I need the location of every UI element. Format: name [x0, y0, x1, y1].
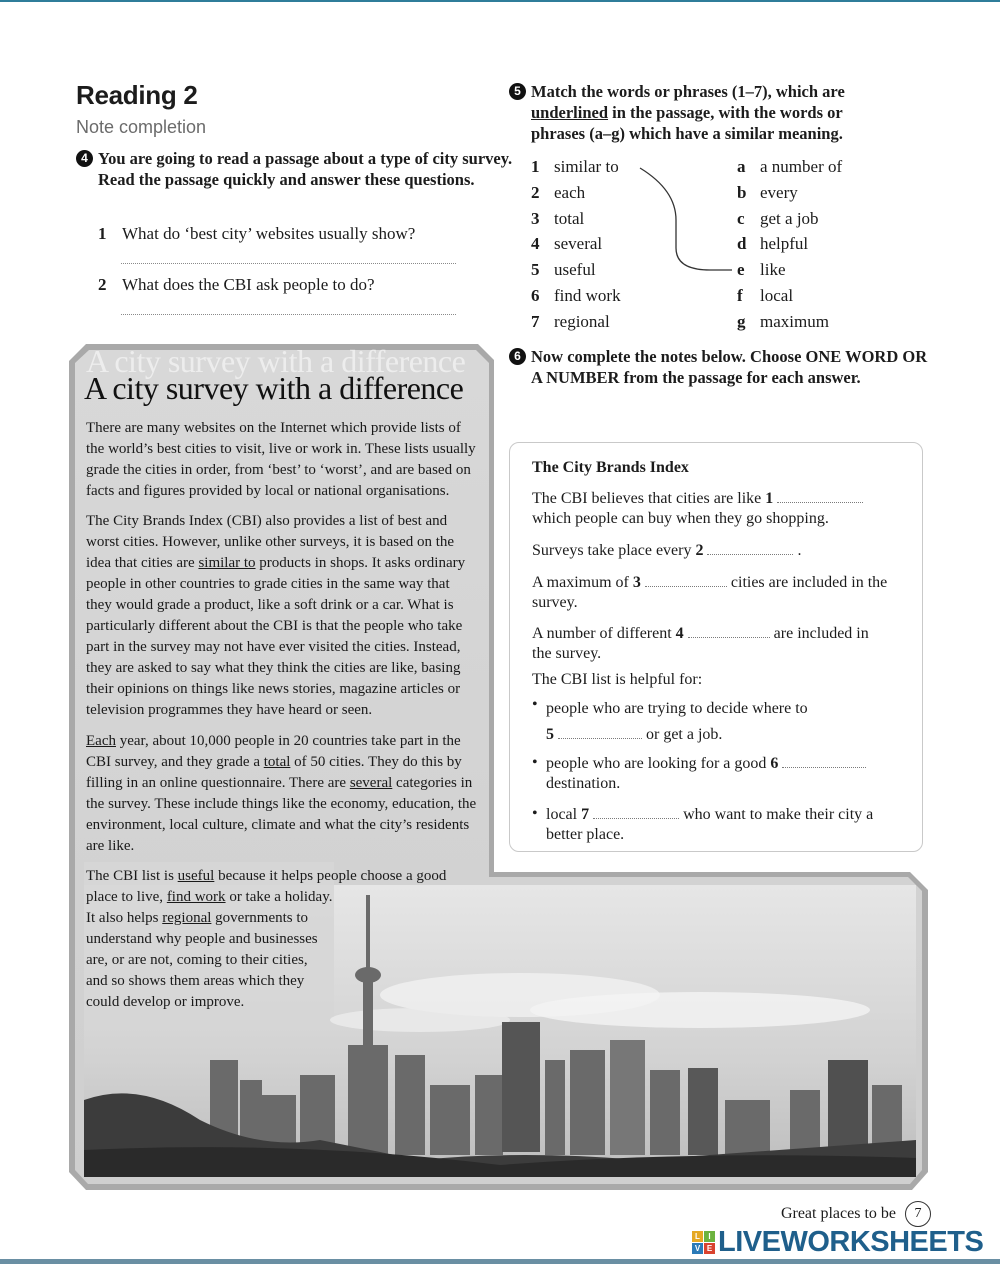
match-text: useful — [554, 260, 596, 279]
q6-instruction-block — [509, 346, 941, 388]
passage-paragraph-1 — [86, 418, 478, 502]
section-subtitle: Note completion — [76, 117, 207, 137]
match-key: g — [737, 312, 746, 331]
match-text: total — [554, 209, 585, 228]
paragraph-text: of 50 cities. They do this by filling in an online questionnaire. There are — [86, 754, 462, 791]
cloud — [530, 992, 870, 1028]
q4-number-badge: 4 — [76, 150, 93, 167]
passage-title-shadow: A city survey with a difference — [86, 343, 466, 379]
match-key: 5 — [531, 260, 540, 279]
match-text: local — [760, 286, 794, 305]
paragraph-text: The CBI list is — [86, 868, 178, 884]
paragraph-line: understand why people and businesses — [86, 931, 318, 947]
notes-text: better place. — [546, 826, 625, 843]
match-text: get a job — [760, 209, 819, 228]
q5-instruction-line: in the passage, with the words or — [608, 103, 843, 122]
paragraph-text: place to live, — [86, 889, 167, 905]
paragraph-text: products in shops. It asks ordinary people in other countries to grade cities in the same way that they would grade a product, like a soft drink or a car. What is particularly different about the CBI is that the people who take part in the survey may not have ever visited the cities. Instead, they are asked to say what they think the cities are like, basing their opinions on things like news stories, magazine articles or television programmes they have heard or seen. — [86, 555, 466, 718]
q5-instruction-line: Match the words or phrases (1–7), which are — [531, 82, 845, 101]
notes-text: are included in — [773, 625, 869, 642]
passage-title: A city survey with a difference — [84, 370, 464, 406]
q6-instruction: Now complete the notes below. Choose ONE WORD OR A NUMBER from the passage for each answer. — [531, 347, 928, 387]
gap-7-input[interactable] — [593, 806, 679, 819]
paragraph-text: governments to — [211, 910, 309, 926]
match-text: regional — [554, 312, 610, 331]
match-key: d — [737, 234, 747, 253]
notes-text: people who are trying to decide where to — [546, 700, 808, 717]
notes-text: A number of different — [532, 625, 672, 642]
q4-item-number: 1 — [98, 224, 107, 243]
notes-text: cities are included in the — [730, 574, 888, 591]
q5-number-badge: 5 — [509, 83, 526, 100]
passage-paragraph-2 — [86, 511, 478, 721]
paragraph-line: are, or are not, coming to their cities, — [86, 952, 308, 968]
gap-number-7: 7 — [581, 806, 590, 823]
underlined-word-useful: useful — [177, 868, 215, 884]
notes-text: Surveys take place every — [532, 542, 692, 559]
passage-paragraph-3 — [86, 731, 478, 857]
notes-text: survey. — [532, 594, 578, 611]
gap-5-input[interactable] — [558, 726, 642, 739]
paragraph-text: year, about 10,000 people in 20 countries take part in the CBI survey, and they grade a — [86, 733, 461, 770]
match-key: 3 — [531, 209, 540, 228]
match-text: find work — [554, 286, 621, 305]
gap-number-6: 6 — [770, 755, 779, 772]
bullet-dot-icon: • — [532, 696, 538, 713]
page-number: 7 — [905, 1201, 931, 1227]
notes-text: . — [797, 542, 802, 559]
gap-6-input[interactable] — [782, 755, 866, 768]
gap-number-3: 3 — [632, 574, 641, 591]
paragraph-text: or take a holiday. — [225, 889, 333, 905]
underlined-word-each: Each — [86, 733, 116, 749]
match-text: similar to — [554, 157, 619, 176]
passage-paragraph-4 — [86, 866, 486, 1013]
paragraph-text: categories in the survey. These include things like the economy, education, the environment, local culture, climate and what the city’s residents are like. — [86, 775, 477, 854]
bottom-rule — [0, 1259, 1000, 1264]
notes-title: The City Brands Index — [532, 459, 689, 476]
liveworksheets-logo[interactable] — [692, 1226, 983, 1259]
live-grid-icon: L I V E — [692, 1231, 715, 1254]
match-key: f — [737, 286, 743, 305]
q4-item-text: What do ‘best city’ websites usually show? — [122, 224, 416, 243]
notes-line-1 — [532, 489, 912, 529]
match-text: each — [554, 183, 586, 202]
match-key: 7 — [531, 312, 540, 331]
match-key: 1 — [531, 157, 540, 176]
match-key: 2 — [531, 183, 540, 202]
match-text: maximum — [760, 312, 829, 331]
notes-text: which people can buy when they go shopping. — [532, 510, 829, 527]
paragraph-text: There are many websites on the Internet which provide lists of the world’s best cities to visit, live or work in. These lists usually grade the cities in order, from ‘best’ to ‘worst’, and are based on facts and figures provided by local or national organisations. — [86, 420, 476, 499]
match-line-1-e — [640, 168, 732, 270]
notes-text: or get a job. — [646, 726, 723, 743]
bullet-dot-icon: • — [532, 754, 538, 771]
underlined-word-find-work: find work — [166, 889, 226, 905]
match-example-connector — [0, 0, 1000, 400]
match-text: helpful — [760, 234, 809, 253]
bullet-dot-icon: • — [532, 805, 538, 822]
notes-line-4 — [532, 624, 917, 664]
paragraph-text: It also helps — [86, 910, 163, 926]
gap-2-input[interactable] — [707, 542, 793, 555]
match-key: e — [737, 260, 745, 279]
notes-text: the survey. — [532, 645, 602, 662]
gap-1-input[interactable] — [777, 490, 863, 503]
gap-number-5: 5 — [546, 726, 554, 743]
underlined-word-regional: regional — [162, 910, 212, 926]
q6-number-badge: 6 — [509, 348, 526, 365]
notes-line-5: The CBI list is helpful for: — [532, 671, 703, 688]
paragraph-text: The City Brands Index (CBI) also provides a list of best and worst cities. However, unlike other surveys, it is based on the idea that cities are — [86, 513, 455, 571]
liveworksheets-wordmark: LIVEWORKSHEETS — [718, 1226, 984, 1258]
match-text: a number of — [760, 157, 843, 176]
gap-3-input[interactable] — [645, 574, 727, 587]
underlined-word-several: several — [349, 775, 393, 791]
match-text: like — [760, 260, 786, 279]
notes-text: destination. — [546, 775, 621, 792]
q5-instruction-line: phrases (a–g) which have a similar meaning. — [531, 124, 843, 143]
q4-instruction: You are going to read a passage about a type of city survey. Read the passage quickly and answer these questions. — [98, 149, 513, 189]
gap-number-2: 2 — [695, 542, 704, 559]
notes-text: local — [546, 806, 578, 823]
notes-text: A maximum of — [532, 574, 629, 591]
match-key: b — [737, 183, 747, 202]
gap-4-input[interactable] — [688, 625, 770, 638]
match-key: a — [737, 157, 746, 176]
notes-text: who want to make their city a — [683, 806, 874, 823]
match-key: 4 — [531, 234, 540, 253]
match-text: every — [760, 183, 798, 202]
footer-unit-title: Great places to be — [780, 1205, 896, 1222]
notes-line-2 — [532, 541, 801, 561]
notes-text: The CBI believes that cities are like — [532, 490, 762, 507]
match-key: 6 — [531, 286, 540, 305]
gap-number-1: 1 — [765, 490, 774, 507]
q4-item-number: 2 — [98, 275, 107, 294]
paragraph-text: because it helps people choose a good — [214, 868, 447, 884]
q5-underlined-word: underlined — [531, 103, 609, 122]
paragraph-line: and so shows them areas which they — [86, 973, 305, 989]
underlined-word-similar-to: similar to — [198, 555, 256, 571]
q4-item-text: What does the CBI ask people to do? — [122, 275, 375, 294]
section-title: Reading 2 — [76, 80, 198, 110]
notes-line-3 — [532, 573, 917, 613]
match-key: c — [737, 209, 745, 228]
notes-text: people who are looking for a good — [546, 755, 767, 772]
match-text: several — [554, 234, 603, 253]
underlined-word-total: total — [263, 754, 291, 770]
gap-number-4: 4 — [675, 625, 684, 642]
paragraph-line: could develop or improve. — [86, 994, 245, 1010]
